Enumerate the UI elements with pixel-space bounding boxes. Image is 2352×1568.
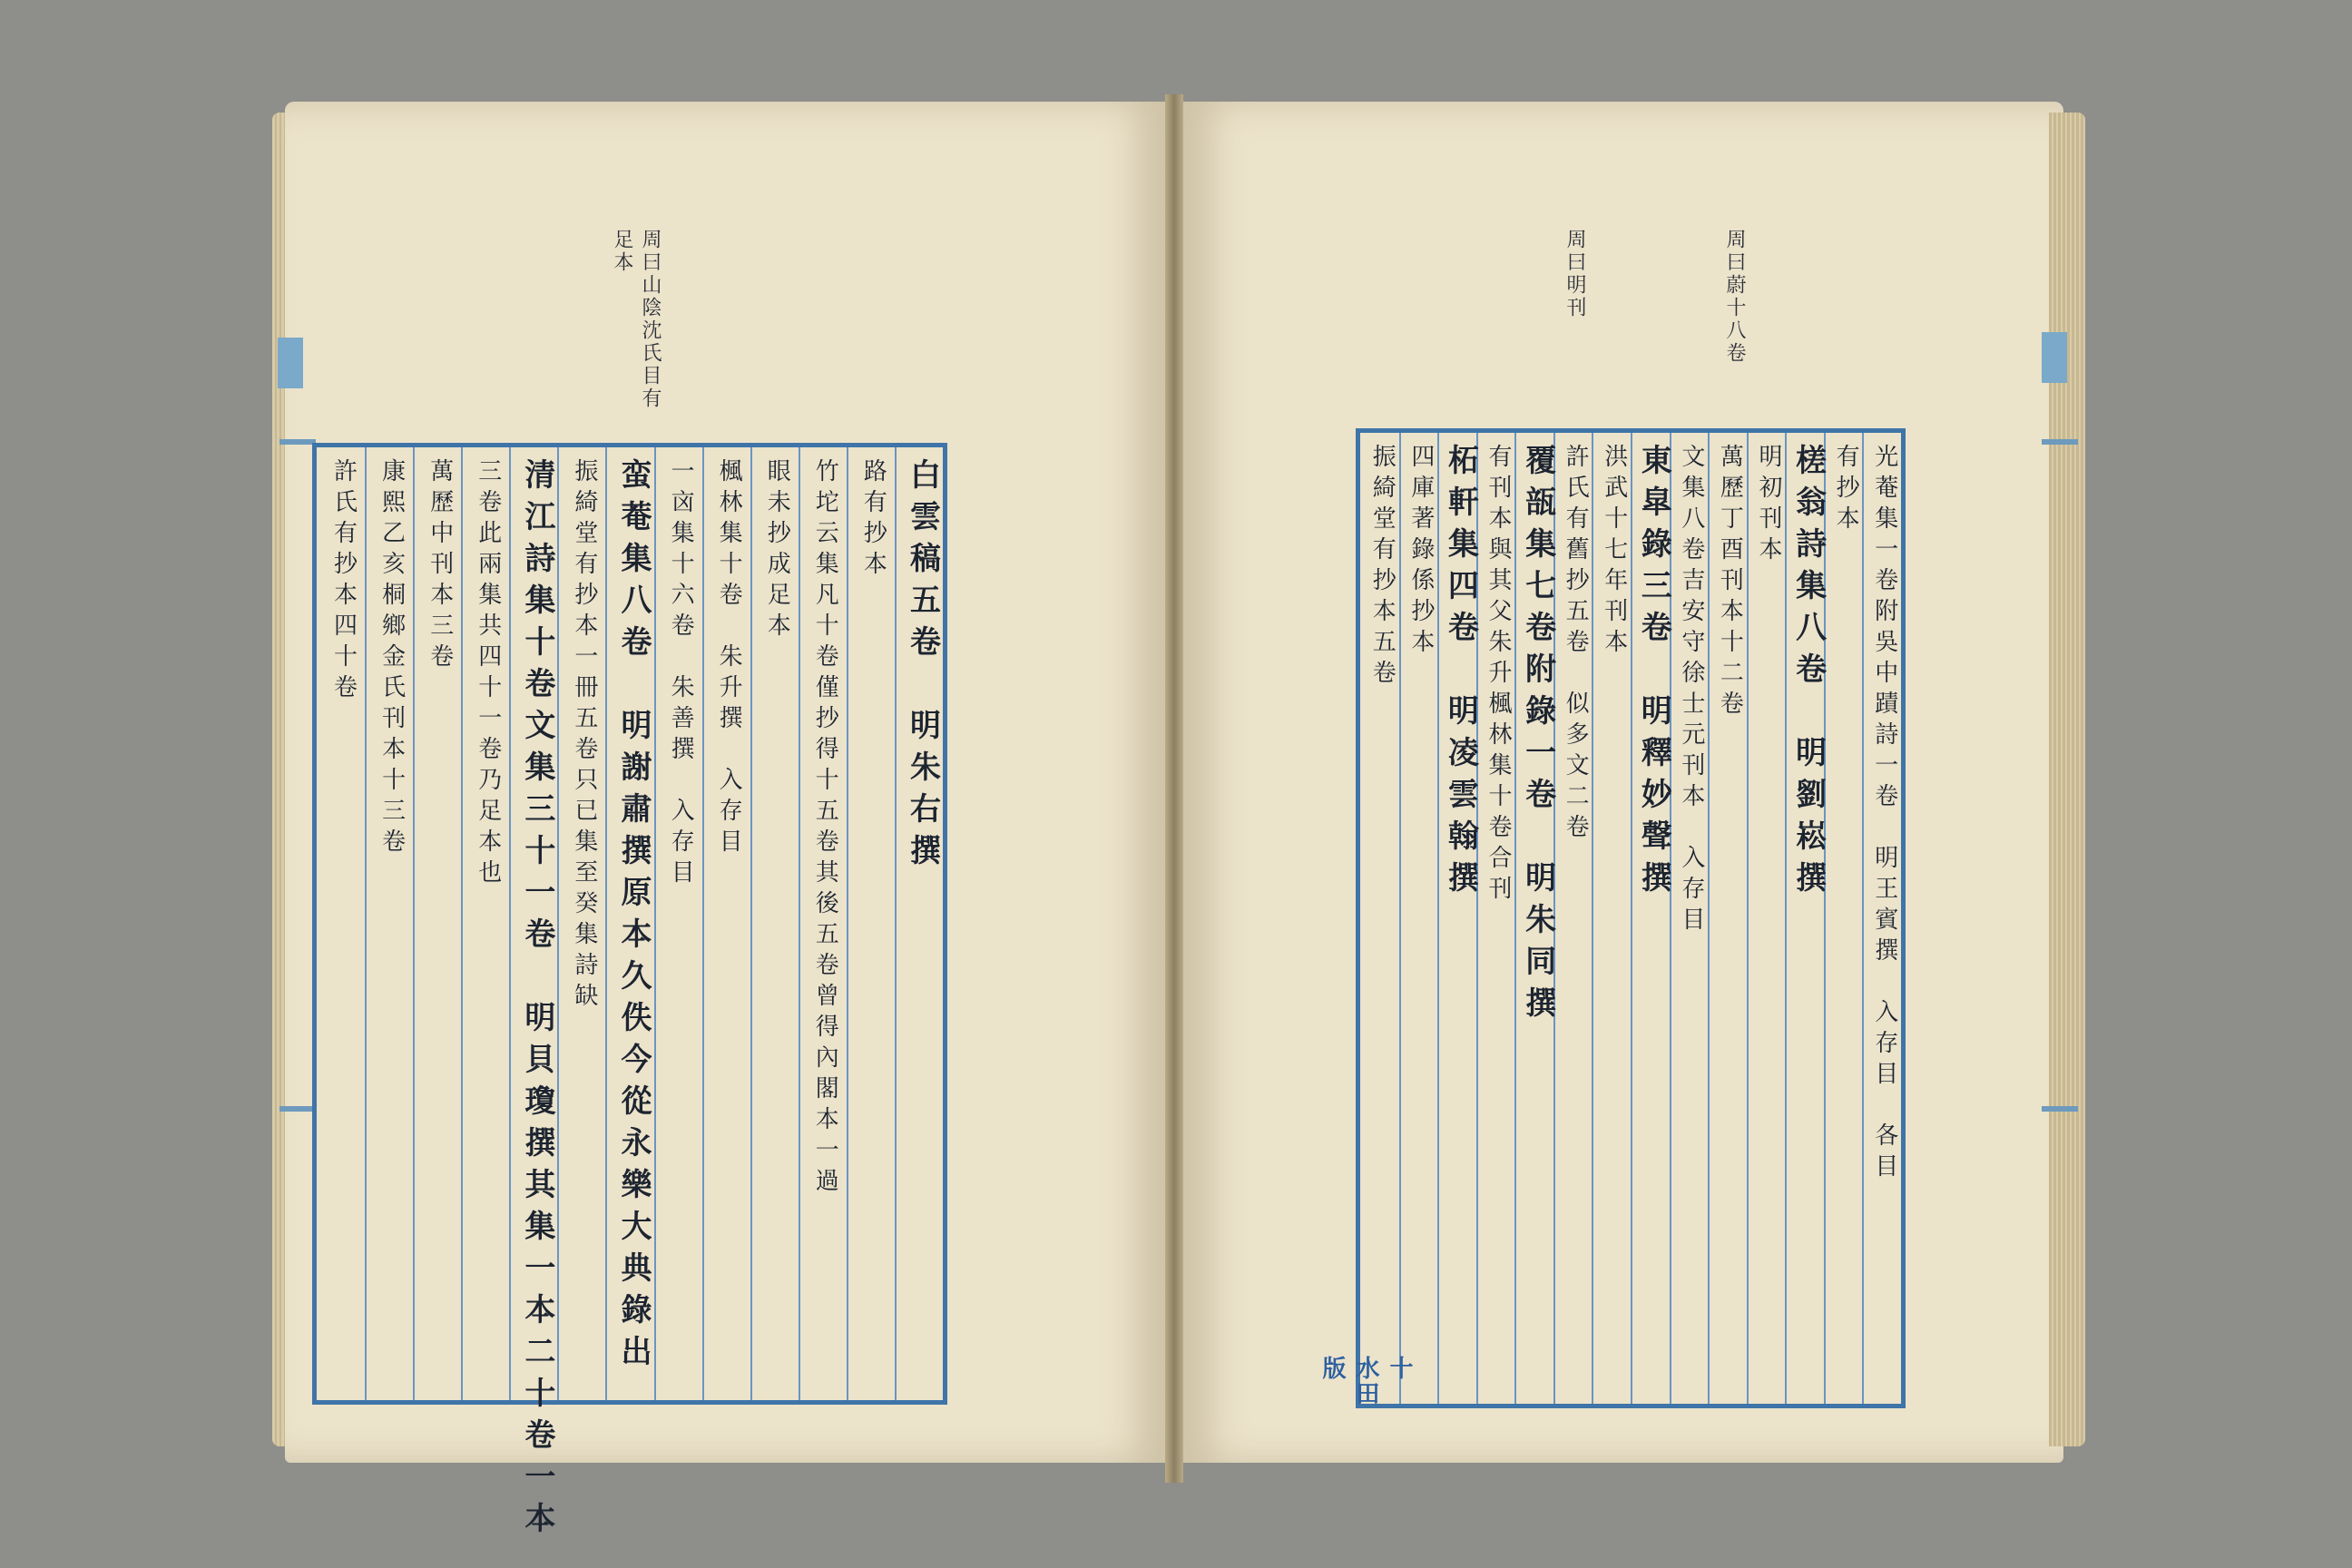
book-gutter bbox=[1165, 94, 1183, 1483]
text-column: 明初刊本 bbox=[1755, 444, 1782, 567]
column-rule bbox=[1785, 433, 1787, 1404]
binding-tie bbox=[2042, 439, 2078, 445]
binding-tab bbox=[2042, 332, 2067, 383]
column-rule bbox=[509, 447, 511, 1400]
text-column: 文集八卷吉安守徐士元刊本 入存目 bbox=[1677, 444, 1705, 937]
text-column: 萬歷中刊本三卷 bbox=[426, 458, 454, 674]
text-column: 覆瓿集七卷附錄一卷 明朱同撰 bbox=[1519, 444, 1556, 1028]
text-column: 康熙乙亥桐鄉金氏刊本十三卷 bbox=[377, 458, 406, 859]
text-column: 有刊本與其父朱升楓林集十卷合刊 bbox=[1485, 444, 1512, 906]
text-column: 白雲稿五卷 明朱右撰 bbox=[904, 458, 941, 876]
text-column: 許氏有舊抄五卷 似多文二卷 bbox=[1562, 444, 1590, 845]
column-rule bbox=[1862, 433, 1864, 1404]
column-rule bbox=[605, 447, 607, 1400]
text-column: 路有抄本 bbox=[859, 458, 887, 582]
right-page-note-1: 周曰蔚十八卷 bbox=[1723, 229, 1746, 365]
left-text-frame bbox=[312, 443, 947, 1544]
text-column: 四庫著錄係抄本 bbox=[1406, 444, 1435, 660]
text-column: 振綺堂有抄本五卷 bbox=[1368, 444, 1396, 691]
publisher-stamp: 十 水田 版 bbox=[1318, 1356, 1413, 1406]
column-rule bbox=[847, 447, 848, 1400]
column-rule bbox=[365, 447, 367, 1400]
binding-tie bbox=[279, 1106, 316, 1112]
text-column: 光菴集一卷附吳中蹟詩一卷 明王賓撰 入存目 各目 bbox=[1870, 444, 1898, 1184]
text-column: 有抄本 bbox=[1832, 444, 1860, 536]
text-column: 蛮菴集八卷 明謝肅撰原本久佚今從永樂大典錄出 bbox=[615, 458, 652, 1377]
right-page-note-2: 周曰明刊 bbox=[1563, 229, 1586, 319]
text-column: 洪武十七年刊本 bbox=[1600, 444, 1628, 660]
column-rule bbox=[702, 447, 704, 1400]
text-column: 槎翁詩集八卷 明劉崧撰 bbox=[1789, 444, 1827, 903]
text-column: 東皐錄三卷 明釋妙聲撰 bbox=[1635, 444, 1672, 903]
column-rule bbox=[895, 447, 897, 1400]
right-text-frame bbox=[1356, 428, 1906, 1408]
text-column: 竹坨云集凡十卷僅抄得十五卷其後五卷曾得內閣本一過 bbox=[811, 458, 839, 1199]
binding-tab bbox=[278, 338, 303, 388]
binding-tie bbox=[279, 439, 316, 445]
left-page-note: 周曰山陰沈氏目有 足本 bbox=[611, 229, 662, 410]
text-column: 振綺堂有抄本一冊五卷只已集至癸集詩缺 bbox=[570, 458, 598, 1014]
text-column: 柘軒集四卷 明凌雲翰撰 bbox=[1442, 444, 1479, 903]
column-rule bbox=[461, 447, 463, 1400]
text-column: 清江詩集十卷文集三十一卷 明貝瓊撰其集一本二十卷一本 bbox=[518, 458, 555, 1544]
text-column: 楓林集十卷 朱升撰 入存目 bbox=[715, 458, 743, 859]
text-column: 眼未抄成足本 bbox=[763, 458, 791, 643]
column-rule bbox=[750, 447, 752, 1400]
text-column: 一㐫集十六卷 朱善撰 入存目 bbox=[667, 458, 695, 890]
page-edges-right bbox=[2049, 113, 2085, 1446]
column-rule bbox=[413, 447, 415, 1400]
text-column: 三卷此兩集共四十一卷乃足本也 bbox=[474, 458, 502, 890]
column-rule bbox=[799, 447, 800, 1400]
text-column: 許氏有抄本四十卷 bbox=[329, 458, 358, 705]
text-column: 萬歷丁酉刊本十二卷 bbox=[1716, 444, 1744, 721]
binding-tie bbox=[2042, 1106, 2078, 1112]
open-book bbox=[272, 94, 2087, 1544]
